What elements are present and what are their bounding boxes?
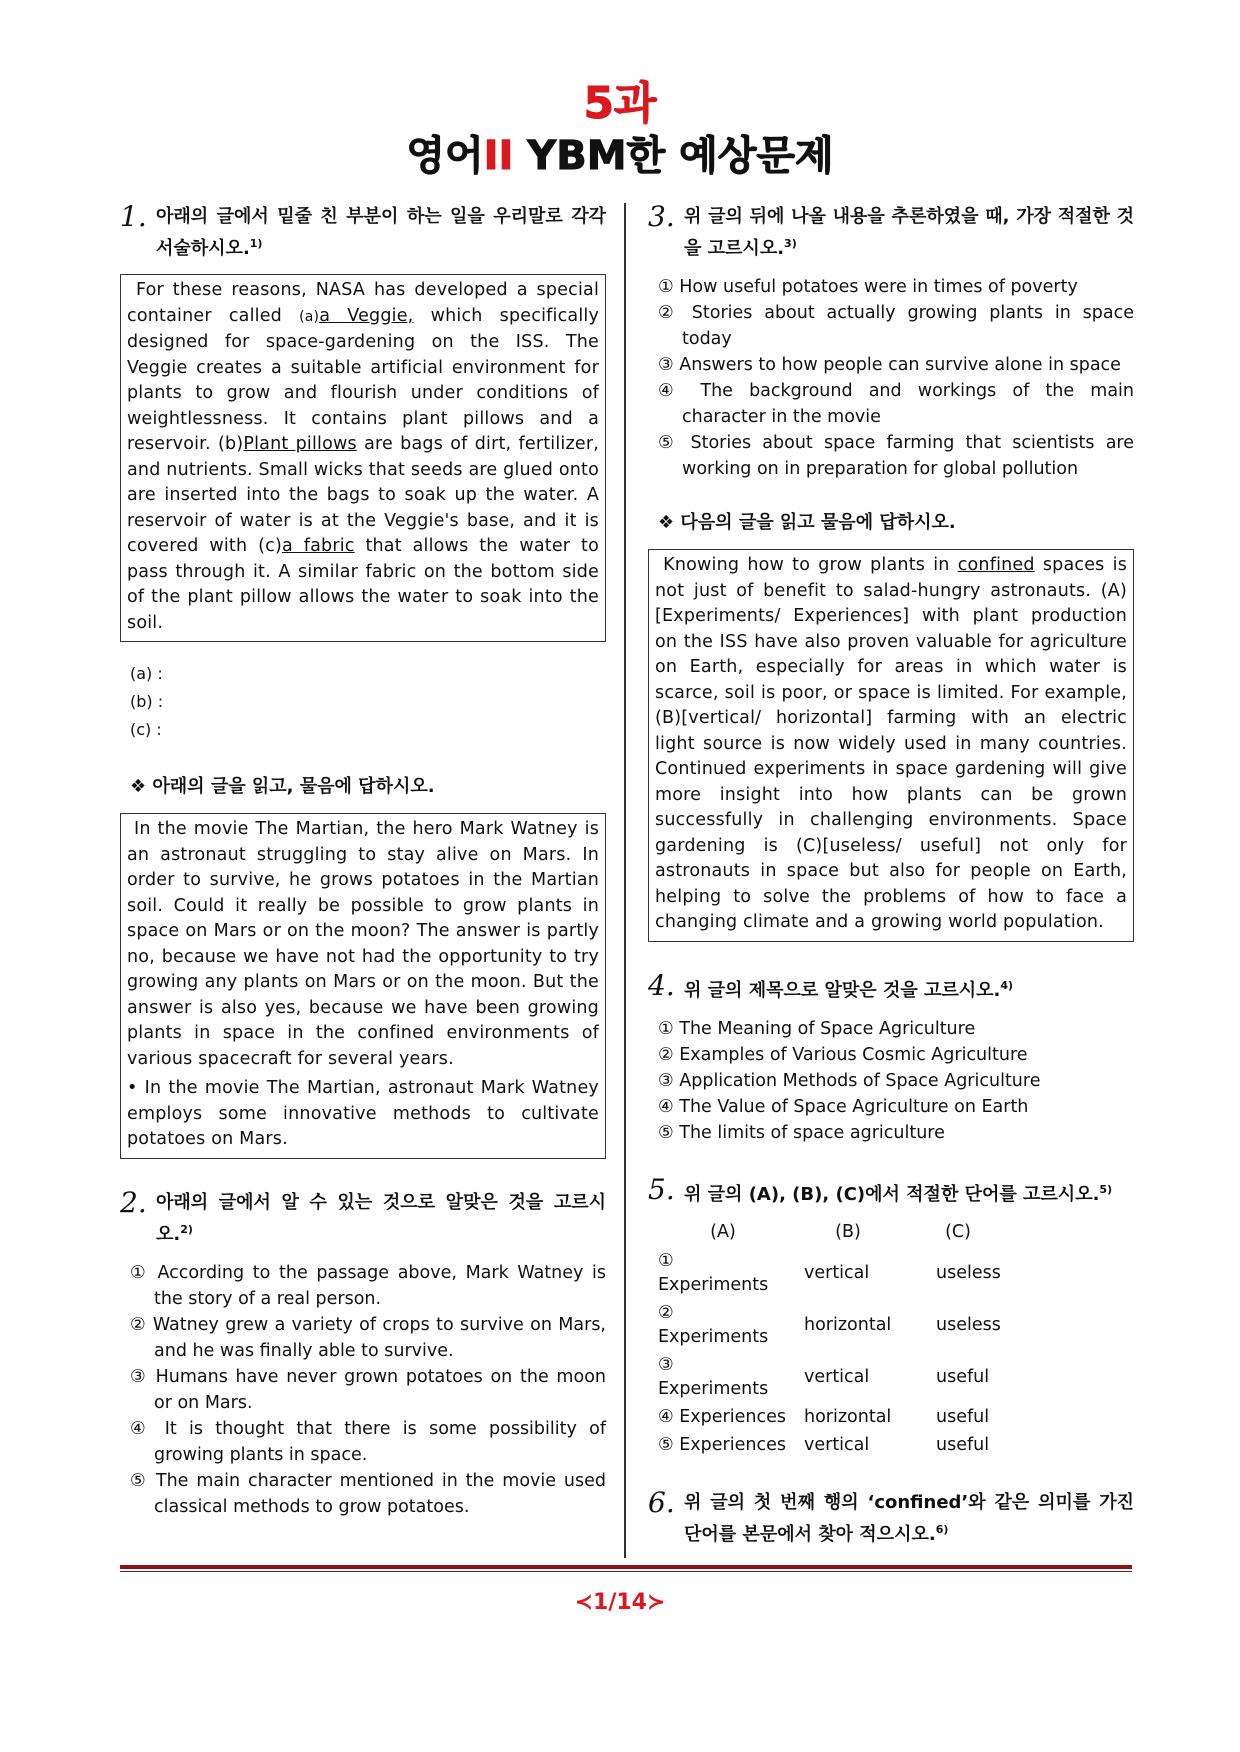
passage-space-gardening [648, 549, 1134, 942]
question-prompt: 위 글의 뒤에 나올 내용을 추론하였을 때, 가장 적절한 것을 고르시오. [684, 206, 1134, 259]
option[interactable]: ③ Application Methods of Space Agriculture [658, 1070, 1041, 1091]
title-roman: II [483, 133, 514, 179]
underlined-confined: confined [957, 555, 1035, 575]
footnote-ref: 6) [935, 1522, 949, 1536]
blank-b[interactable]: (b) : [130, 692, 164, 711]
column-divider [624, 203, 626, 1558]
option[interactable]: ④ The background and workings of the main character in the movie [658, 381, 1134, 427]
cell: ③ Experiments [658, 1354, 769, 1399]
instruction: ❖ 다음의 글을 읽고 물음에 답하시오. [658, 512, 956, 533]
title-rest: YBM한 예상문제 [513, 133, 834, 179]
option[interactable]: ③ Answers to how people can survive alone in space [658, 355, 1121, 375]
passage-veggie [120, 274, 606, 642]
cell: vertical [804, 1434, 870, 1455]
option[interactable]: ① The Meaning of Space Agriculture [658, 1018, 976, 1039]
footnote-ref: 1) [249, 237, 263, 250]
blank-c[interactable]: (c) : [130, 720, 162, 739]
question-text [156, 1189, 606, 1248]
question-number: 2. [120, 1185, 147, 1219]
table-row[interactable] [658, 1299, 1008, 1351]
passage-text: that allows the water to pass through it. A similar fabric on the bottom side of the plant pillow allows the water to soak into the soil. [127, 536, 599, 633]
question-text [684, 1489, 1134, 1548]
footnote-ref: 2) [180, 1222, 193, 1236]
bottom-rule [120, 1565, 1132, 1569]
option[interactable]: ③ Humans have never grown potatoes on the moon or on Mars. [130, 1366, 606, 1413]
options-q4 [658, 1016, 1134, 1146]
question-prompt: 아래의 글에서 알 수 있는 것으로 알맞은 것을 고르시오. [156, 1191, 606, 1245]
option[interactable]: ⑤ Stories about space farming that scientists are working on in preparation for global pollution [658, 433, 1134, 479]
footnote-ref: 5) [1099, 1182, 1113, 1196]
passage-text: spaces is not just of benefit to salad-hungry astronauts. (A)[Experiments/ Experiences] with plant production on the ISS have also proven valuable for agriculture on Earth, especially for areas in which water is scarce, soil is poor, or space is limited. For example, (B)[vertical/ horizontal] farming with an electric light source is now widely used in many countries. Continued experiments in space gardening will give more insight into how plants can be grown successfully in challenging environments. Space gardening is (C)[useless/ useful] not only for astronauts in space but also for people on Earth, helping to solve the problems of how to face a changing climate and a growing world population. [655, 555, 1128, 932]
instruction: ❖ 아래의 글을 읽고, 물음에 답하시오. [130, 776, 435, 797]
question-number: 1. [120, 200, 147, 233]
bottom-rule-thin [120, 1571, 1132, 1572]
question-number: 6. [648, 1485, 675, 1519]
exam-title [0, 130, 1240, 182]
option[interactable]: ② Stories about actually growing plants in space today [658, 303, 1134, 349]
question-prompt: 위 글의 제목으로 알맞은 것을 고르시오. [684, 979, 1001, 1001]
cell: ① Experiments [658, 1250, 769, 1295]
page-header [0, 78, 1240, 182]
question-number: 5. [648, 1172, 675, 1206]
table-row[interactable] [658, 1403, 1008, 1431]
header-b: (B) [835, 1221, 861, 1242]
cell: useful [936, 1406, 990, 1427]
passage-bullet: • In the movie The Martian, astronaut Mark Watney employs some innovative methods to cultivate potatoes on Mars. [127, 1078, 599, 1149]
cell: vertical [804, 1262, 870, 1283]
left-column [120, 200, 606, 1520]
question-2 [120, 1185, 606, 1248]
table-row[interactable] [658, 1431, 1008, 1459]
blank-a[interactable]: (a) : [130, 664, 163, 683]
cell: vertical [804, 1366, 870, 1387]
cell: useless [936, 1262, 1001, 1283]
footnote-ref: 3) [784, 237, 797, 250]
option[interactable]: ⑤ The main character mentioned in the movie used classical methods to grow potatoes. [130, 1470, 606, 1517]
cell: useful [936, 1434, 990, 1455]
passage-text: Knowing how to grow plants in [663, 555, 958, 575]
option[interactable]: ⑤ The limits of space agriculture [658, 1122, 945, 1143]
option[interactable]: ① How useful potatoes were in times of poverty [658, 277, 1078, 297]
option[interactable]: ① According to the passage above, Mark Watney is the story of a real person. [130, 1262, 606, 1309]
question-text [684, 972, 1134, 1004]
option[interactable]: ② Examples of Various Cosmic Agriculture [658, 1044, 1028, 1065]
title-part: 영어 [406, 133, 484, 179]
answer-blanks [130, 660, 606, 744]
cell: ④ Experiences [658, 1406, 786, 1427]
question-4 [648, 968, 1134, 1004]
cell: horizontal [804, 1314, 892, 1335]
options-q3 [658, 274, 1134, 482]
options-q2 [130, 1260, 606, 1520]
passage-text: which specifically designed for space-gardening on the ISS. The Veggie creates a suitable artificial environment for plants to grow and flourish under conditions of weightlessness. It contains plant pillows and a reservoir. [127, 305, 599, 454]
question-prompt: 위 글의 (A), (B), (C)에서 적절한 단어를 고르시오. [684, 1183, 1100, 1205]
question-number: 4. [648, 968, 675, 1002]
underlined-b: Plant pillows [243, 434, 357, 454]
option[interactable]: ④ It is thought that there is some possibility of growing plants in space. [130, 1418, 606, 1465]
question-number: 3. [648, 200, 675, 233]
header-a: (A) [710, 1221, 736, 1242]
question-text [156, 203, 606, 262]
question-prompt: 아래의 글에서 밑줄 친 부분이 하는 일을 우리말로 각각 서술하시오. [156, 206, 606, 259]
table-row[interactable] [658, 1247, 1008, 1299]
lesson-number: 5과 [583, 78, 657, 129]
label-c: (c) [258, 536, 282, 556]
footnote-ref: 4) [1000, 978, 1014, 992]
passage-text: For these reasons, NASA has developed a special container called [127, 280, 600, 326]
label-a: (a) [299, 308, 320, 325]
cell: ⑤ Experiences [658, 1434, 786, 1455]
answer-table [658, 1220, 1008, 1459]
passage-text: are bags of dirt, fertilizer, and nutrients. Small wicks that seeds are glued onto are inserted into the bags to soak up the water. A reservoir of water is at the Veggie's base, and it is covered with [127, 434, 599, 556]
question-6 [648, 1485, 1134, 1548]
cell: useless [936, 1314, 1001, 1335]
table-row[interactable] [658, 1351, 1008, 1403]
cell: horizontal [804, 1406, 892, 1427]
option[interactable]: ② Watney grew a variety of crops to survive on Mars, and he was finally able to survive. [130, 1314, 606, 1361]
option[interactable]: ④ The Value of Space Agriculture on Earth [658, 1096, 1029, 1117]
label-b: (b) [217, 434, 244, 454]
cell: ② Experiments [658, 1302, 769, 1347]
underlined-a: a Veggie, [319, 305, 414, 326]
question-prompt: 위 글의 첫 번째 행의 ‘confined’와 같은 의미를 가진 단어를 본문에서 찾아 적으시오. [684, 1491, 1134, 1545]
question-text [684, 1176, 1134, 1208]
passage-martian [120, 813, 606, 1159]
header-c: (C) [945, 1221, 971, 1242]
question-1 [120, 200, 606, 262]
page-indicator: ≺1/14≻ [574, 1590, 666, 1615]
right-column [648, 200, 1134, 1560]
passage-text: In the movie The Martian, the hero Mark Watney is an astronaut struggling to stay alive on Mars. In order to survive, he grows potatoes in the Martian soil. Could it really be possible to grow plants in space on Mars or on the moon? The answer is partly no, because we have not had the opportunity to try growing any plants on Mars or on the moon. But the answer is also yes, because we have been growing plants in space in the confined environments of various spacecraft for several years. [127, 819, 600, 1069]
question-text [684, 203, 1134, 262]
cell: useful [936, 1366, 990, 1387]
question-3 [648, 200, 1134, 262]
underlined-c: a fabric [282, 536, 355, 556]
question-5 [648, 1172, 1134, 1208]
